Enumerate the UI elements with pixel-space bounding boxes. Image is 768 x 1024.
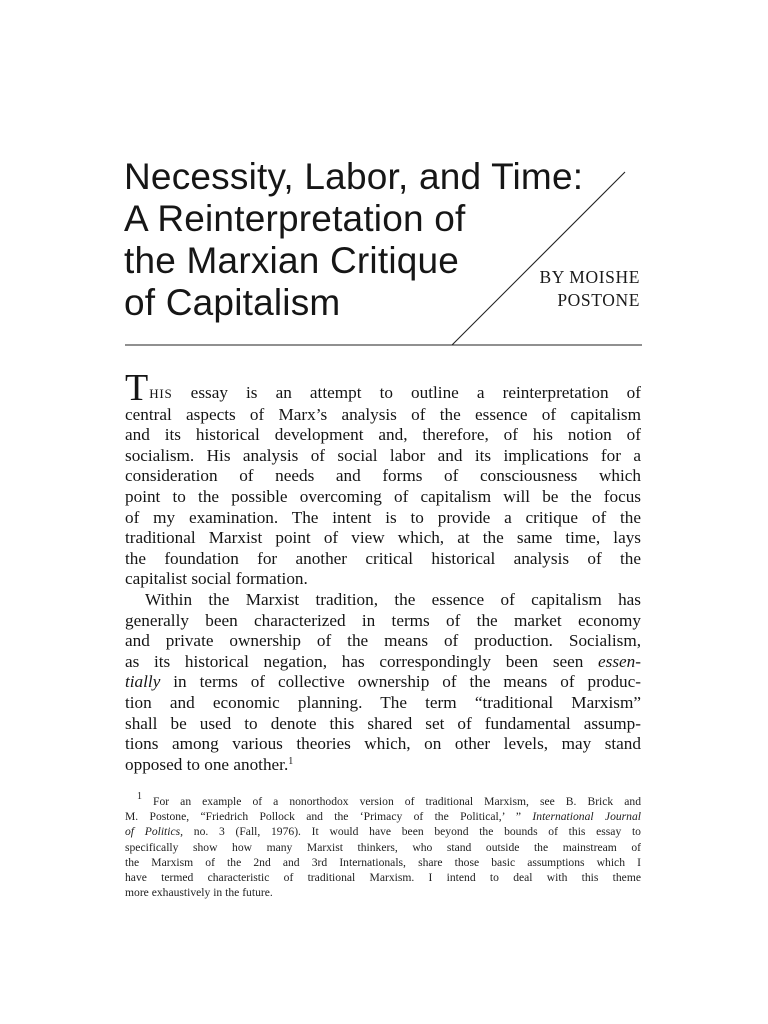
title-line: A Reinterpretation of: [124, 198, 466, 239]
body-line: Within the Marxist tradition, the essence of capitalism has: [145, 589, 641, 609]
footnote-line: the Marxism of the 2nd and 3rd Internationals, share those basic assumptions which I: [125, 855, 641, 869]
italic-text: International Journal: [532, 810, 642, 824]
byline-line: POSTONE: [557, 290, 640, 310]
article-body: [125, 367, 641, 775]
body-line: and private ownership of the means of production. Socialism,: [125, 631, 641, 651]
body-line: central aspects of Marx’s analysis of the essence of capitalism: [125, 404, 641, 424]
body-line: and its historical development and, therefore, of his notion of: [125, 425, 641, 445]
body-line: opposed to one another.$^1$: [125, 754, 294, 774]
author-byline: [539, 266, 640, 312]
paragraph-2: [125, 590, 641, 775]
footnote-line: $^1$ For an example of a nonorthodox version of traditional Marxism, see B. Brick and: [137, 791, 641, 808]
body-line: traditional Marxist point of view which, at the same time, lays: [125, 528, 641, 548]
body-line: tion and economic planning. The term “traditional Marxism”: [125, 692, 641, 712]
body-line: point to the possible overcoming of capitalism will be the focus: [125, 486, 641, 506]
byline-line: BY MOISHE: [539, 267, 640, 287]
small-caps-word: HIS: [149, 386, 173, 401]
footnote-line: specifically show how many Marxist thinkers, who stand outside the mainstream of: [125, 840, 641, 854]
title-line: of Capitalism: [124, 282, 341, 323]
footnote-line: of Politics, no. 3 (Fall, 1976). It would have been beyond the bounds of this essay to: [125, 825, 641, 839]
italic-text: of Politics,: [125, 825, 184, 839]
body-line: socialism. His analysis of social labor and its implications for a: [125, 445, 641, 465]
italic-text: tially: [125, 672, 161, 692]
body-line: the foundation for another critical historical analysis of the: [125, 548, 641, 568]
body-line: consideration of needs and forms of consciousness which: [125, 466, 641, 486]
italic-text: essen-: [583, 651, 641, 671]
footnote-line: more exhaustively in the future.: [125, 886, 273, 900]
body-line: capitalist social formation.: [125, 569, 308, 589]
body-line: generally been characterized in terms of the market economy: [125, 610, 641, 630]
title-line: Necessity, Labor, and Time:: [124, 156, 584, 197]
footnote-reference[interactable]: 1: [288, 755, 294, 767]
drop-cap: T: [125, 367, 149, 409]
title-line: the Marxian Critique: [124, 240, 460, 281]
body-line: THIS essay is an attempt to outline a reinterpretation of: [125, 367, 641, 409]
footnote: [125, 791, 642, 900]
body-line: tially in terms of collective ownership of the means of produc-: [125, 672, 641, 692]
body-line: of my examination. The intent is to provide a critique of the: [125, 507, 641, 527]
paragraph-1: [125, 367, 641, 590]
footnote-marker: 1: [137, 791, 142, 802]
body-line: tions among various theories which, on other levels, may stand: [125, 734, 641, 754]
body-line: as its historical negation, has correspondingly been seen essen-: [125, 651, 641, 671]
body-line: shall be used to denote this shared set of fundamental assump-: [125, 713, 641, 733]
footnote-line: have termed characteristic of traditional Marxism. I intend to deal with this theme: [125, 871, 641, 885]
footnote-line: M. Postone, “Friedrich Pollock and the ‘Primacy of the Political,’ ” International Journal: [125, 810, 642, 824]
